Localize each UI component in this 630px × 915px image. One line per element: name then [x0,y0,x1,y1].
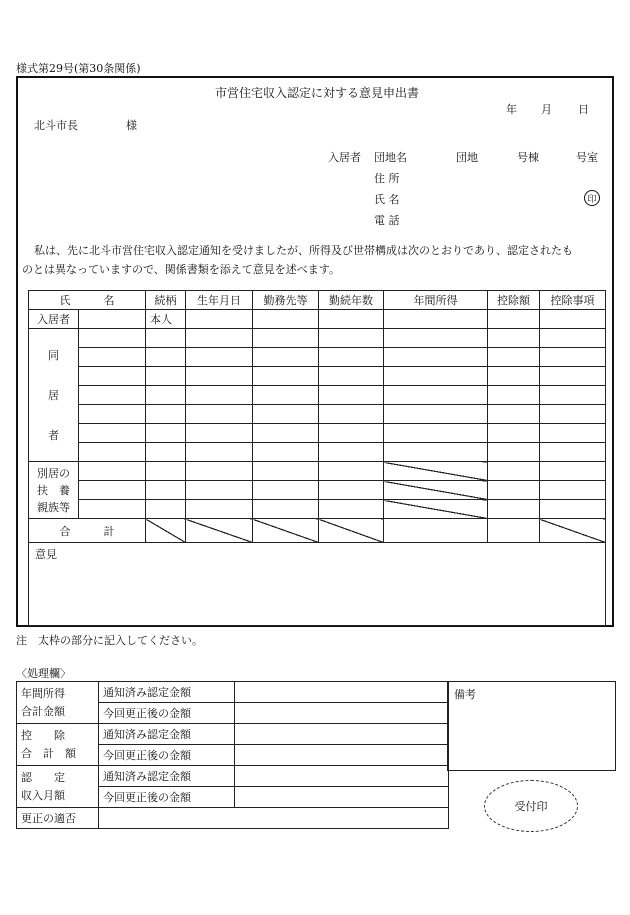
table-cell[interactable] [146,481,186,500]
table-cell[interactable] [540,329,606,348]
proc-label-income [17,682,99,724]
table-cell[interactable] [488,329,540,348]
total-row [29,519,606,543]
date-month[interactable]: 月 [541,103,552,116]
proc-label-line: 合 計 額 [21,746,76,760]
table-cell[interactable] [488,462,540,481]
table-cell[interactable] [540,500,606,519]
header-workplace: 勤務先等 [253,291,319,310]
table-cell[interactable] [146,348,186,367]
header-deduction: 控除額 [488,291,540,310]
table-row [29,367,606,386]
table-cell[interactable] [540,367,606,386]
table-cell[interactable] [146,405,186,424]
opinion-row [29,543,606,626]
form-number: 様式第29号(第30条関係) [16,62,141,75]
processing-table [16,681,449,829]
table-cell[interactable] [186,500,253,519]
date-year[interactable]: 年 [506,103,517,116]
opinion-cell[interactable] [29,543,606,626]
header-relation: 続柄 [146,291,186,310]
table-cell[interactable] [253,386,319,405]
table-cell[interactable] [146,329,186,348]
table-cell[interactable] [146,500,186,519]
table-row [29,462,606,481]
date-day[interactable]: 日 [578,103,589,116]
table-cell[interactable] [186,348,253,367]
proc-label-line: 収入月額 [21,788,65,802]
table-cell[interactable] [319,462,384,481]
table-cell[interactable] [319,329,384,348]
table-cell[interactable] [319,481,384,500]
proc-label-line: 合計金額 [21,704,65,718]
table-cell[interactable] [319,424,384,443]
table-cell[interactable] [253,329,319,348]
proc-label-line: 年間所得 [21,686,65,700]
phone-label: 電 話 [374,214,400,227]
proc-value-cell[interactable] [235,745,449,766]
table-cell[interactable] [540,424,606,443]
table-cell[interactable] [146,367,186,386]
proc-sub-label: 今回更正後の金額 [99,703,235,724]
seal-mark [584,190,600,206]
table-cell[interactable] [79,348,146,367]
table-cell[interactable] [253,367,319,386]
slashed-cell [253,519,319,543]
table-cell[interactable] [540,386,606,405]
danchi-unit[interactable]: 団地 [456,151,478,164]
table-cell[interactable] [186,462,253,481]
resident-relation: 本人 [146,310,186,329]
table-row [29,329,606,348]
dependents-line: 扶 養 [37,483,70,497]
table-cell[interactable] [488,386,540,405]
table-cell[interactable] [488,500,540,519]
table-cell[interactable] [186,481,253,500]
note-text: 注 太枠の部分に記入してください。 [16,634,203,647]
table-row [29,481,606,500]
table-cell[interactable] [540,481,606,500]
table-cell[interactable] [488,443,540,462]
cohabitant-label [29,329,79,462]
proc-value-cell[interactable] [99,808,449,829]
proc-row [17,724,449,745]
slashed-cell [146,519,186,543]
table-cell[interactable] [488,481,540,500]
room-unit[interactable]: 号室 [576,151,598,164]
table-row [29,443,606,462]
table-cell[interactable] [319,405,384,424]
table-cell[interactable] [384,329,488,348]
table-cell[interactable] [384,424,488,443]
table-cell[interactable] [384,405,488,424]
table-cell[interactable] [186,424,253,443]
table-cell[interactable] [146,462,186,481]
header-deduction-item: 控除事項 [540,291,606,310]
table-cell[interactable] [488,348,540,367]
form-title: 市営住宅収入認定に対する意見申出書 [215,86,420,100]
table-row [29,424,606,443]
proc-value-cell[interactable] [235,682,449,703]
table-cell[interactable] [384,386,488,405]
total-label: 合 計 [29,519,146,543]
proc-label-approval: 更正の適否 [17,808,99,829]
proc-label-line: 認 定 [21,770,65,784]
slashed-cell [186,519,253,543]
total-income-cell[interactable] [384,519,488,543]
proc-sub-label: 今回更正後の金額 [99,745,235,766]
table-cell[interactable] [186,329,253,348]
household-table [28,290,606,626]
header-years: 勤続年数 [319,291,384,310]
table-cell[interactable] [319,386,384,405]
table-cell[interactable] [79,424,146,443]
slashed-cell [384,481,488,500]
dependents-line: 別居の [37,466,70,480]
table-cell[interactable] [540,310,606,329]
name-label: 氏 名 [374,193,400,206]
table-cell[interactable] [186,367,253,386]
cohabitant-char: 同 [48,349,59,362]
total-deduction-cell[interactable] [488,519,540,543]
dependents-label [29,462,79,519]
table-cell[interactable] [253,481,319,500]
table-cell[interactable] [384,443,488,462]
table-cell[interactable] [79,405,146,424]
proc-value-cell[interactable] [235,766,449,787]
proc-value-cell[interactable] [235,724,449,745]
proc-sub-label: 今回更正後の金額 [99,787,235,808]
slashed-cell [384,462,488,481]
remarks-label: 備考 [454,688,476,701]
table-row [29,500,606,519]
danchi-label: 団地名 [374,151,407,164]
table-cell[interactable] [319,348,384,367]
table-cell[interactable] [319,310,384,329]
building-unit[interactable]: 号棟 [517,151,539,164]
address-label: 住 所 [374,172,400,185]
header-birthdate: 生年月日 [186,291,253,310]
remarks-box[interactable] [447,681,616,771]
table-cell[interactable] [253,424,319,443]
table-row [29,348,606,367]
table-cell[interactable] [186,310,253,329]
proc-value-cell[interactable] [235,703,449,724]
proc-label-deduction [17,724,99,766]
slashed-cell [540,519,606,543]
dependents-line: 親族等 [37,500,70,514]
table-cell[interactable] [384,367,488,386]
proc-sub-label: 通知済み認定金額 [99,682,235,703]
reception-stamp [484,780,578,832]
table-cell[interactable] [146,424,186,443]
table-cell[interactable] [253,500,319,519]
proc-label-line: 控 除 [21,728,65,742]
table-cell[interactable] [384,348,488,367]
table-row [29,310,606,329]
slashed-cell [319,519,384,543]
table-header-row [29,291,606,310]
table-row [29,386,606,405]
table-cell[interactable] [253,348,319,367]
proc-label-monthly [17,766,99,808]
table-cell[interactable] [79,310,146,329]
table-cell[interactable] [540,348,606,367]
table-cell[interactable] [79,329,146,348]
table-cell[interactable] [186,386,253,405]
table-cell[interactable] [79,481,146,500]
table-cell[interactable] [488,367,540,386]
header-name: 氏 名 [29,291,146,310]
table-cell[interactable] [540,443,606,462]
proc-row [17,808,449,829]
table-cell[interactable] [488,310,540,329]
proc-sub-label: 通知済み認定金額 [99,766,235,787]
table-cell[interactable] [79,500,146,519]
table-cell[interactable] [186,405,253,424]
table-cell[interactable] [253,462,319,481]
cohabitant-char: 者 [48,429,59,442]
seal-icon: 印 [584,190,600,206]
processing-title: 〈処理欄〉 [16,667,71,680]
opinion-label: 意見 [35,548,57,561]
table-cell[interactable] [146,443,186,462]
table-cell[interactable] [384,310,488,329]
stamp-label: 受付印 [514,800,548,813]
resident-label: 入居者 [29,310,79,329]
addressee-honorific: 様 [126,119,137,132]
table-cell[interactable] [488,424,540,443]
applicant-label: 入居者 [328,151,361,164]
table-cell[interactable] [186,443,253,462]
table-cell[interactable] [319,443,384,462]
table-cell[interactable] [253,310,319,329]
body-text-line2: のとは異なっていますので、関係書類を添えて意見を述べます。 [22,263,340,276]
proc-row [17,682,449,703]
table-cell[interactable] [540,405,606,424]
proc-sub-label: 通知済み認定金額 [99,724,235,745]
table-cell[interactable] [79,462,146,481]
proc-value-cell[interactable] [235,787,449,808]
slashed-cell [384,500,488,519]
table-cell[interactable] [253,405,319,424]
table-cell[interactable] [319,500,384,519]
table-cell[interactable] [79,386,146,405]
table-cell[interactable] [79,367,146,386]
table-cell[interactable] [79,443,146,462]
table-cell[interactable] [146,386,186,405]
header-income: 年間所得 [384,291,488,310]
table-row [29,405,606,424]
addressee-name: 北斗市長 [34,119,78,132]
body-text-line1: 私は、先に北斗市営住宅収入認定通知を受けましたが、所得及び世帯構成は次のとおりであり、認定されたも [34,244,573,257]
cohabitant-char: 居 [48,389,59,402]
table-cell[interactable] [253,443,319,462]
table-cell[interactable] [319,367,384,386]
table-cell[interactable] [540,462,606,481]
proc-row [17,766,449,787]
table-cell[interactable] [488,405,540,424]
